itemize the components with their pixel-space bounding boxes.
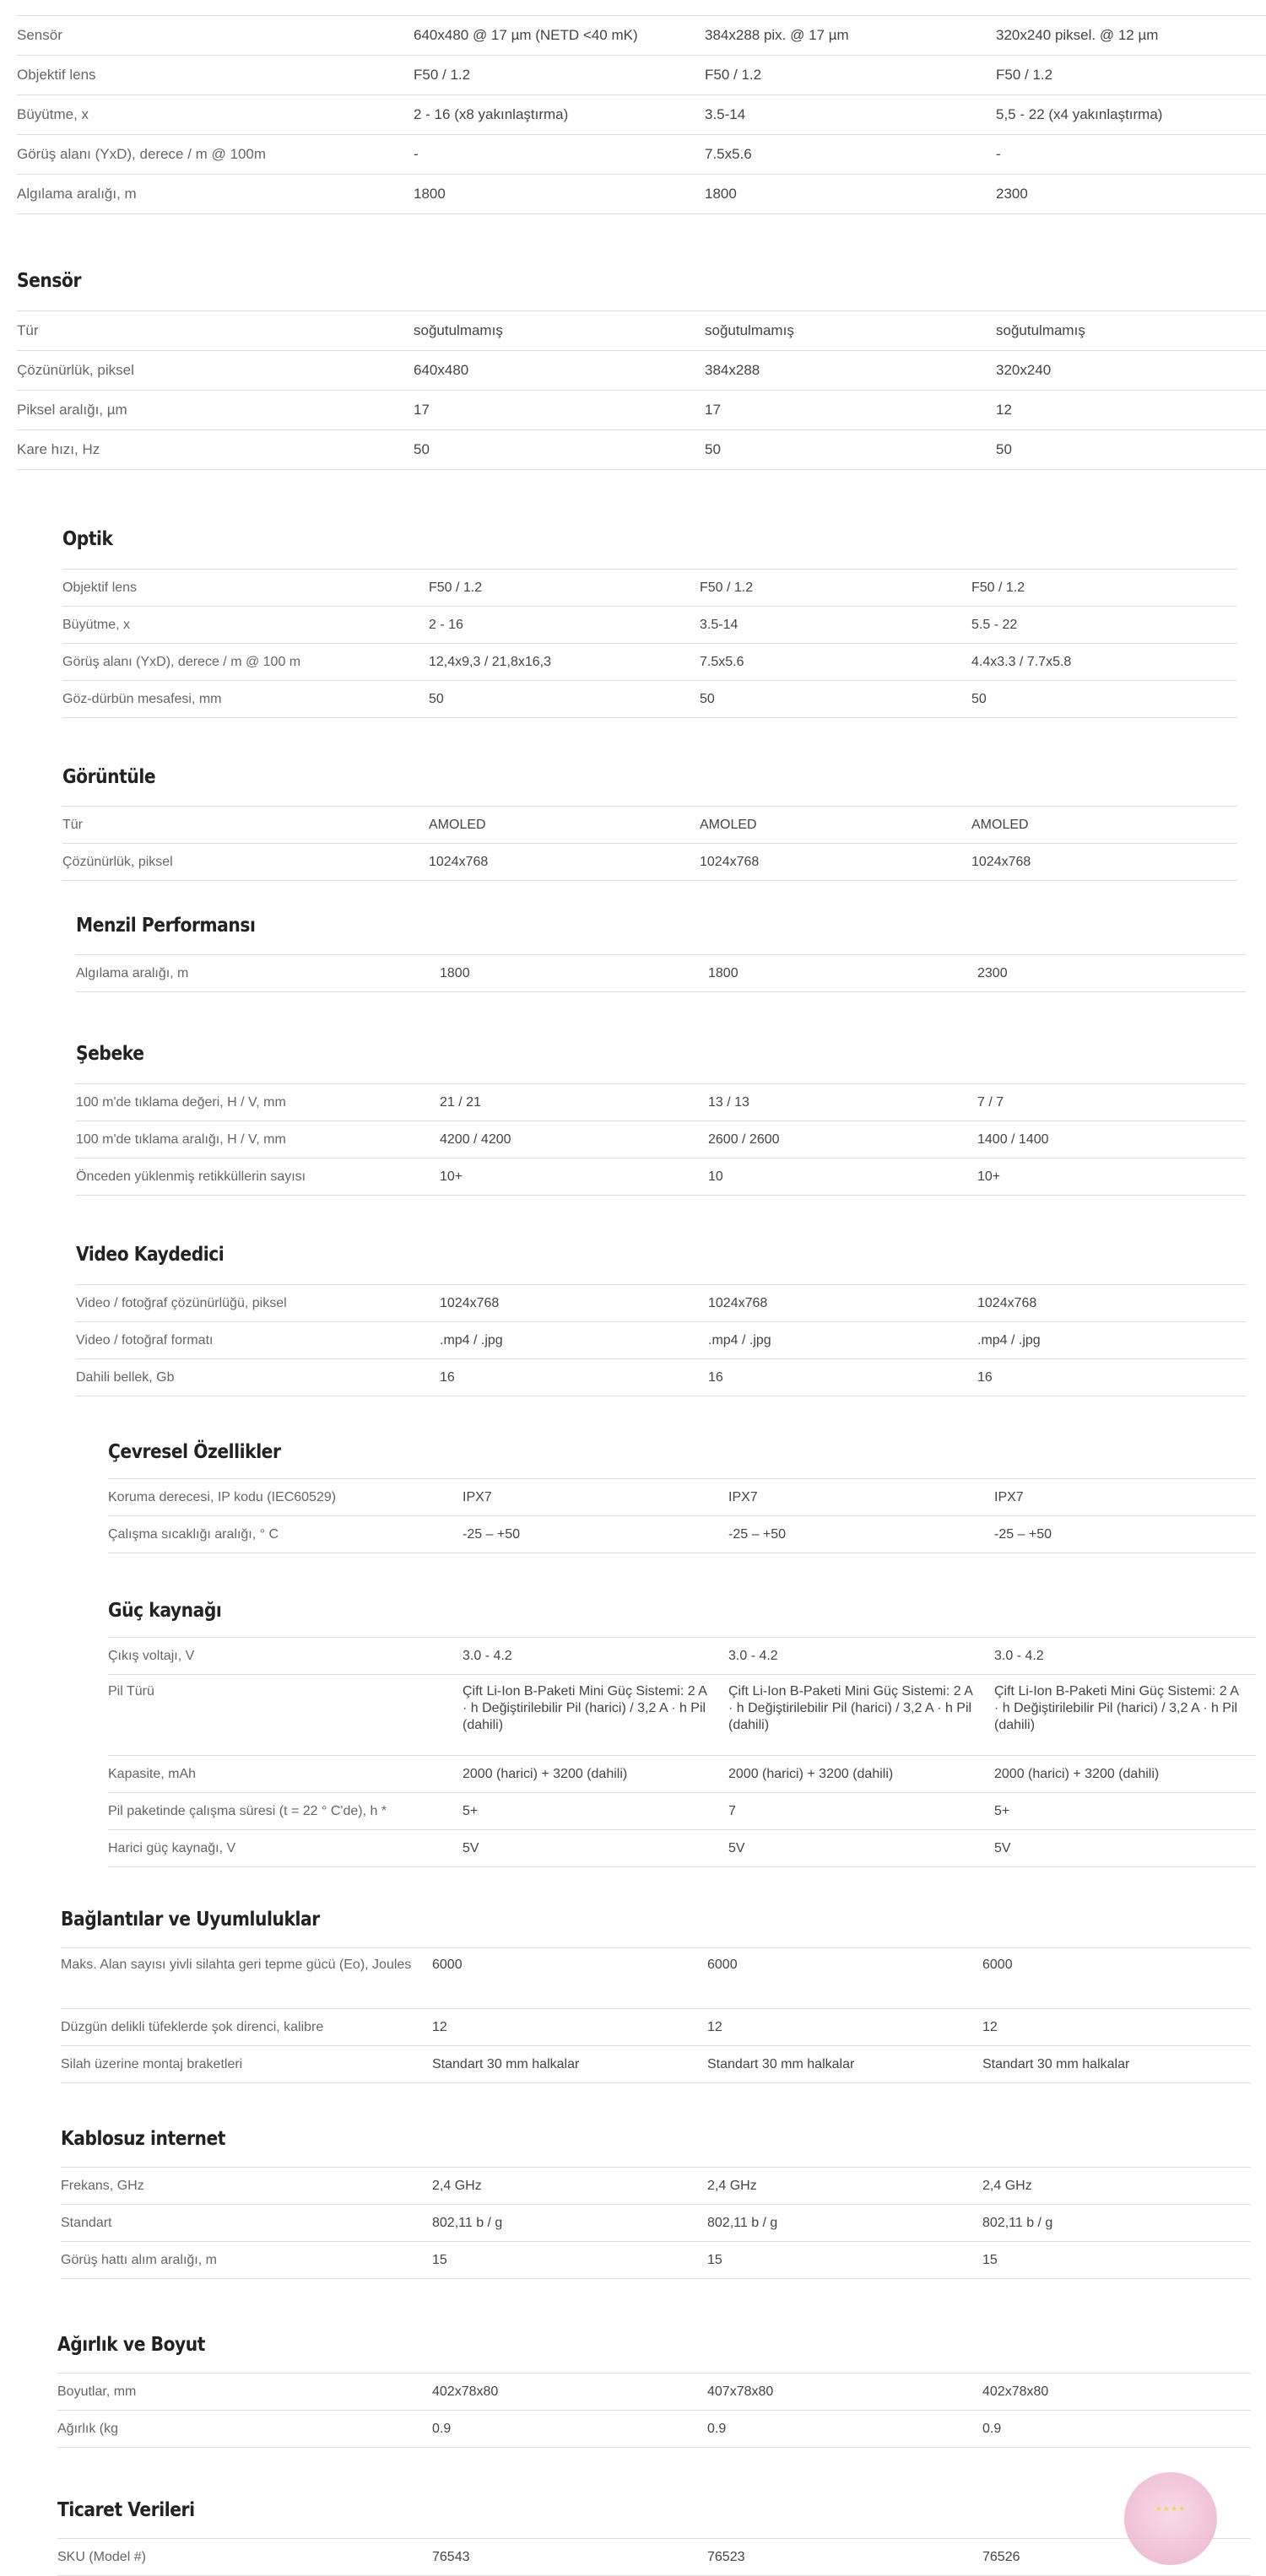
spec-label: Pil Türü (108, 1675, 463, 1756)
spec-value-col-3: 2300 (996, 175, 1266, 214)
spec-label: Büyütme, x (62, 607, 429, 644)
spec-label: Çözünürlük, piksel (62, 844, 429, 881)
spec-value-col-3: 0.9 (982, 2411, 1251, 2448)
display-heading: Görüntüle (62, 766, 156, 788)
spec-label: Algılama aralığı, m (76, 955, 440, 992)
spec-label: Görüş alanı (YxD), derece / m @ 100 m (62, 644, 429, 681)
spec-label: Objektif lens (62, 570, 429, 607)
star-icons: ★★★★ (1155, 2504, 1187, 2513)
spec-value-col-1: 10+ (440, 1158, 708, 1196)
table-row (57, 2373, 1251, 2411)
optics-heading: Optik (62, 528, 113, 550)
spec-value-col-3: 1024x768 (971, 844, 1237, 881)
spec-value-col-1: 5+ (463, 1793, 728, 1830)
spec-value-col-1: 12,4x9,3 / 21,8x16,3 (429, 644, 700, 681)
spec-value-col-2: Standart 30 mm halkalar (707, 2046, 982, 2083)
table-row (17, 311, 1266, 351)
spec-value-col-3: 12 (996, 391, 1266, 430)
spec-label: Pil paketinde çalışma süresi (t = 22 ° C'de), h * (108, 1793, 463, 1830)
spec-value-col-1: IPX7 (463, 1479, 728, 1516)
table-row (17, 16, 1266, 56)
spec-value-col-1: 16 (440, 1359, 708, 1396)
spec-value-col-3: Çift Li-Ion B-Paketi Mini Güç Sistemi: 2 A · h Değiştirilebilir Pil (harici) / 3,2 A · h Pil (dahili) (994, 1675, 1256, 1756)
spec-value-col-2: 384x288 (705, 351, 996, 391)
spec-value-col-3: 76526 (982, 2539, 1251, 2576)
table-row (17, 351, 1266, 391)
sensor-heading: Sensör (17, 270, 82, 292)
spec-value-col-1: 50 (414, 430, 705, 470)
spec-value-col-1: 2000 (harici) + 3200 (dahili) (463, 1756, 728, 1793)
spec-value-col-2: F50 / 1.2 (705, 56, 996, 95)
table-row (17, 391, 1266, 430)
spec-value-col-3: 3.0 - 4.2 (994, 1638, 1256, 1675)
spec-label: Boyutlar, mm (57, 2373, 432, 2411)
spec-label: Video / fotoğraf çözünürlüğü, piksel (76, 1285, 440, 1322)
spec-value-col-1: - (414, 135, 705, 175)
spec-value-col-2: 2,4 GHz (707, 2168, 982, 2205)
spec-value-col-3: 5,5 - 22 (x4 yakınlaştırma) (996, 95, 1266, 135)
reticle-table (76, 1083, 1246, 1196)
spec-value-col-3: 6000 (982, 1948, 1251, 2009)
spec-label: Görüş hattı alım aralığı, m (61, 2242, 432, 2279)
connections-heading: Bağlantılar ve Uyumluluklar (61, 1909, 320, 1931)
spec-value-col-1: 402x78x80 (432, 2373, 707, 2411)
spec-value-col-3: 2300 (977, 955, 1246, 992)
table-row (57, 2411, 1251, 2448)
spec-value-col-1: 0.9 (432, 2411, 707, 2448)
spec-value-col-1: 17 (414, 391, 705, 430)
table-row (62, 807, 1237, 844)
spec-label: Görüş alanı (YxD), derece / m @ 100m (17, 135, 414, 175)
table-row (61, 1948, 1251, 2009)
spec-value-col-1: 50 (429, 681, 700, 718)
spec-label: Çalışma sıcaklığı aralığı, ° C (108, 1516, 463, 1553)
spec-value-col-2: 3.0 - 4.2 (728, 1638, 994, 1675)
spec-value-col-2: 1800 (705, 175, 996, 214)
spec-value-col-1: 1800 (414, 175, 705, 214)
spec-value-col-1: 6000 (432, 1948, 707, 2009)
spec-label: SKU (Model #) (57, 2539, 432, 2576)
table-row (61, 2168, 1251, 2205)
reticle-heading: Şebeke (76, 1043, 144, 1065)
trade-data-table (57, 2538, 1251, 2576)
spec-label: Çıkış voltajı, V (108, 1638, 463, 1675)
spec-label: Tür (17, 311, 414, 351)
spec-value-col-3: .mp4 / .jpg (977, 1322, 1246, 1359)
spec-value-col-3: 1400 / 1400 (977, 1121, 1246, 1158)
spec-label: Maks. Alan sayısı yivli silahta geri tepme gücü (Eo), Joules (61, 1948, 432, 2009)
spec-value-col-3: -25 – +50 (994, 1516, 1256, 1553)
spec-value-col-1: 3.0 - 4.2 (463, 1638, 728, 1675)
spec-value-col-2: 1024x768 (708, 1285, 977, 1322)
spec-value-col-3: F50 / 1.2 (996, 56, 1266, 95)
spec-label: Koruma derecesi, IP kodu (IEC60529) (108, 1479, 463, 1516)
spec-label: Dahili bellek, Gb (76, 1359, 440, 1396)
spec-value-col-3: 50 (971, 681, 1237, 718)
spec-label: Kapasite, mAh (108, 1756, 463, 1793)
spec-label: Piksel aralığı, µm (17, 391, 414, 430)
table-row (76, 1322, 1246, 1359)
wireless-table (61, 2167, 1251, 2279)
spec-value-col-2: 12 (707, 2009, 982, 2046)
spec-value-col-2: 50 (700, 681, 971, 718)
spec-value-col-1: AMOLED (429, 807, 700, 844)
table-row (62, 681, 1237, 718)
spec-label: Kare hızı, Hz (17, 430, 414, 470)
spec-label: Objektif lens (17, 56, 414, 95)
spec-label: Standart (61, 2205, 432, 2242)
range-performance-heading: Menzil Performansı (76, 915, 256, 937)
table-row (61, 2009, 1251, 2046)
spec-value-col-2: 384x288 pix. @ 17 µm (705, 16, 996, 56)
table-row (108, 1793, 1256, 1830)
table-row (108, 1479, 1256, 1516)
spec-value-col-3: 12 (982, 2009, 1251, 2046)
spec-value-col-1: 76543 (432, 2539, 707, 2576)
weight-size-table (57, 2373, 1251, 2448)
table-row (62, 570, 1237, 607)
spec-label: Frekans, GHz (61, 2168, 432, 2205)
spec-value-col-3: AMOLED (971, 807, 1237, 844)
spec-value-col-2: 17 (705, 391, 996, 430)
spec-value-col-2: 7.5x5.6 (705, 135, 996, 175)
spec-value-col-1: 802,11 b / g (432, 2205, 707, 2242)
table-row (61, 2046, 1251, 2083)
spec-value-col-3: 7 / 7 (977, 1084, 1246, 1121)
table-row (61, 2205, 1251, 2242)
spec-value-col-1: soğutulmamış (414, 311, 705, 351)
spec-value-col-2: AMOLED (700, 807, 971, 844)
spec-value-col-3: 4.4x3.3 / 7.7x5.8 (971, 644, 1237, 681)
spec-value-col-1: 1024x768 (429, 844, 700, 881)
spec-label: Büyütme, x (17, 95, 414, 135)
spec-value-col-3: 320x240 (996, 351, 1266, 391)
spec-label: Silah üzerine montaj braketleri (61, 2046, 432, 2083)
table-row (108, 1675, 1256, 1756)
table-row (108, 1830, 1256, 1867)
table-row (108, 1638, 1256, 1675)
spec-value-col-2: 3.5-14 (700, 607, 971, 644)
spec-value-col-3: 2,4 GHz (982, 2168, 1251, 2205)
spec-value-col-2: 6000 (707, 1948, 982, 2009)
spec-label: Sensör (17, 16, 414, 56)
spec-value-col-3: 2000 (harici) + 3200 (dahili) (994, 1756, 1256, 1793)
spec-value-col-2: 802,11 b / g (707, 2205, 982, 2242)
spec-label: Video / fotoğraf formatı (76, 1322, 440, 1359)
spec-value-col-2: 407x78x80 (707, 2373, 982, 2411)
spec-value-col-2: 7 (728, 1793, 994, 1830)
spec-value-col-1: 4200 / 4200 (440, 1121, 708, 1158)
trade-data-heading: Ticaret Verileri (57, 2499, 195, 2521)
spec-value-col-3: - (996, 135, 1266, 175)
spec-label: 100 m'de tıklama değeri, H / V, mm (76, 1084, 440, 1121)
spec-value-col-2: soğutulmamış (705, 311, 996, 351)
table-row (76, 955, 1246, 992)
spec-value-col-1: .mp4 / .jpg (440, 1322, 708, 1359)
spec-value-col-3: 5+ (994, 1793, 1256, 1830)
table-row (76, 1359, 1246, 1396)
spec-value-col-2: IPX7 (728, 1479, 994, 1516)
table-row (17, 95, 1266, 135)
table-row (61, 2242, 1251, 2279)
table-row (62, 607, 1237, 644)
spec-label: Çözünürlük, piksel (17, 351, 414, 391)
table-row (108, 1756, 1256, 1793)
spec-value-col-1: -25 – +50 (463, 1516, 728, 1553)
spec-value-col-3: 1024x768 (977, 1285, 1246, 1322)
spec-value-col-2: .mp4 / .jpg (708, 1322, 977, 1359)
site-badge-logo (1124, 2472, 1217, 2565)
spec-value-col-1: 2,4 GHz (432, 2168, 707, 2205)
spec-value-col-3: F50 / 1.2 (971, 570, 1237, 607)
spec-value-col-3: 5.5 - 22 (971, 607, 1237, 644)
spec-value-col-2: 76523 (707, 2539, 982, 2576)
spec-value-col-2: 2600 / 2600 (708, 1121, 977, 1158)
spec-label: Tür (62, 807, 429, 844)
range-performance-table (76, 954, 1246, 992)
spec-value-col-1: 2 - 16 (429, 607, 700, 644)
spec-value-col-1: F50 / 1.2 (414, 56, 705, 95)
connections-table (61, 1947, 1251, 2083)
spec-value-col-3: 402x78x80 (982, 2373, 1251, 2411)
spec-value-col-3: 15 (982, 2242, 1251, 2279)
spec-value-col-1: F50 / 1.2 (429, 570, 700, 607)
optics-table (62, 569, 1237, 718)
spec-label: Göz-dürbün mesafesi, mm (62, 681, 429, 718)
spec-value-col-1: 1800 (440, 955, 708, 992)
spec-value-col-2: 1800 (708, 955, 977, 992)
spec-value-col-1: 2 - 16 (x8 yakınlaştırma) (414, 95, 705, 135)
table-row (17, 175, 1266, 214)
table-row (76, 1285, 1246, 1322)
spec-value-col-3: 10+ (977, 1158, 1246, 1196)
spec-value-col-2: 5V (728, 1830, 994, 1867)
spec-label: Düzgün delikli tüfeklerde şok direnci, kalibre (61, 2009, 432, 2046)
table-row (17, 430, 1266, 470)
table-row (76, 1158, 1246, 1196)
spec-value-col-3: Standart 30 mm halkalar (982, 2046, 1251, 2083)
sensor-table (17, 311, 1266, 470)
environment-heading: Çevresel Özellikler (108, 1441, 281, 1463)
table-row (76, 1121, 1246, 1158)
table-row (62, 644, 1237, 681)
environment-table (108, 1478, 1256, 1553)
power-supply-heading: Güç kaynağı (108, 1600, 222, 1622)
wireless-heading: Kablosuz internet (61, 2128, 226, 2150)
spec-value-col-3: 5V (994, 1830, 1256, 1867)
spec-value-col-1: 15 (432, 2242, 707, 2279)
spec-value-col-2: 50 (705, 430, 996, 470)
spec-value-col-2: 10 (708, 1158, 977, 1196)
spec-label: Algılama aralığı, m (17, 175, 414, 214)
spec-value-col-2: -25 – +50 (728, 1516, 994, 1553)
spec-value-col-3: IPX7 (994, 1479, 1256, 1516)
video-recorder-table (76, 1284, 1246, 1396)
display-table (62, 806, 1237, 881)
spec-value-col-1: 640x480 (414, 351, 705, 391)
spec-value-col-1: 640x480 @ 17 µm (NETD <40 mK) (414, 16, 705, 56)
spec-value-col-3: soğutulmamış (996, 311, 1266, 351)
spec-value-col-2: 0.9 (707, 2411, 982, 2448)
table-row (76, 1084, 1246, 1121)
spec-value-col-1: 1024x768 (440, 1285, 708, 1322)
table-row (57, 2539, 1251, 2576)
spec-value-col-2: 2000 (harici) + 3200 (dahili) (728, 1756, 994, 1793)
spec-value-col-1: 12 (432, 2009, 707, 2046)
power-supply-table (108, 1637, 1256, 1867)
spec-label: Ağırlık (kg (57, 2411, 432, 2448)
spec-value-col-3: 802,11 b / g (982, 2205, 1251, 2242)
spec-value-col-2: 16 (708, 1359, 977, 1396)
spec-value-col-2: F50 / 1.2 (700, 570, 971, 607)
table-row (17, 135, 1266, 175)
table-row (62, 844, 1237, 881)
spec-value-col-1: Standart 30 mm halkalar (432, 2046, 707, 2083)
spec-summary-table (17, 15, 1266, 214)
spec-value-col-2: 15 (707, 2242, 982, 2279)
spec-label: Önceden yüklenmiş retikküllerin sayısı (76, 1158, 440, 1196)
spec-value-col-2: 13 / 13 (708, 1084, 977, 1121)
spec-value-col-3: 16 (977, 1359, 1246, 1396)
spec-value-col-1: 5V (463, 1830, 728, 1867)
spec-value-col-1: 21 / 21 (440, 1084, 708, 1121)
video-recorder-heading: Video Kaydedici (76, 1244, 225, 1266)
spec-value-col-1: Çift Li-Ion B-Paketi Mini Güç Sistemi: 2 A · h Değiştirilebilir Pil (harici) / 3,2 A · h Pil (dahili) (463, 1675, 728, 1756)
spec-value-col-3: 320x240 piksel. @ 12 µm (996, 16, 1266, 56)
spec-label: Harici güç kaynağı, V (108, 1830, 463, 1867)
table-row (17, 56, 1266, 95)
spec-value-col-2: 7.5x5.6 (700, 644, 971, 681)
table-row (108, 1516, 1256, 1553)
spec-value-col-2: 1024x768 (700, 844, 971, 881)
spec-label: 100 m'de tıklama aralığı, H / V, mm (76, 1121, 440, 1158)
spec-value-col-2: Çift Li-Ion B-Paketi Mini Güç Sistemi: 2 A · h Değiştirilebilir Pil (harici) / 3,2 A · h Pil (dahili) (728, 1675, 994, 1756)
spec-value-col-3: 50 (996, 430, 1266, 470)
weight-size-heading: Ağırlık ve Boyut (57, 2334, 205, 2356)
spec-value-col-2: 3.5-14 (705, 95, 996, 135)
